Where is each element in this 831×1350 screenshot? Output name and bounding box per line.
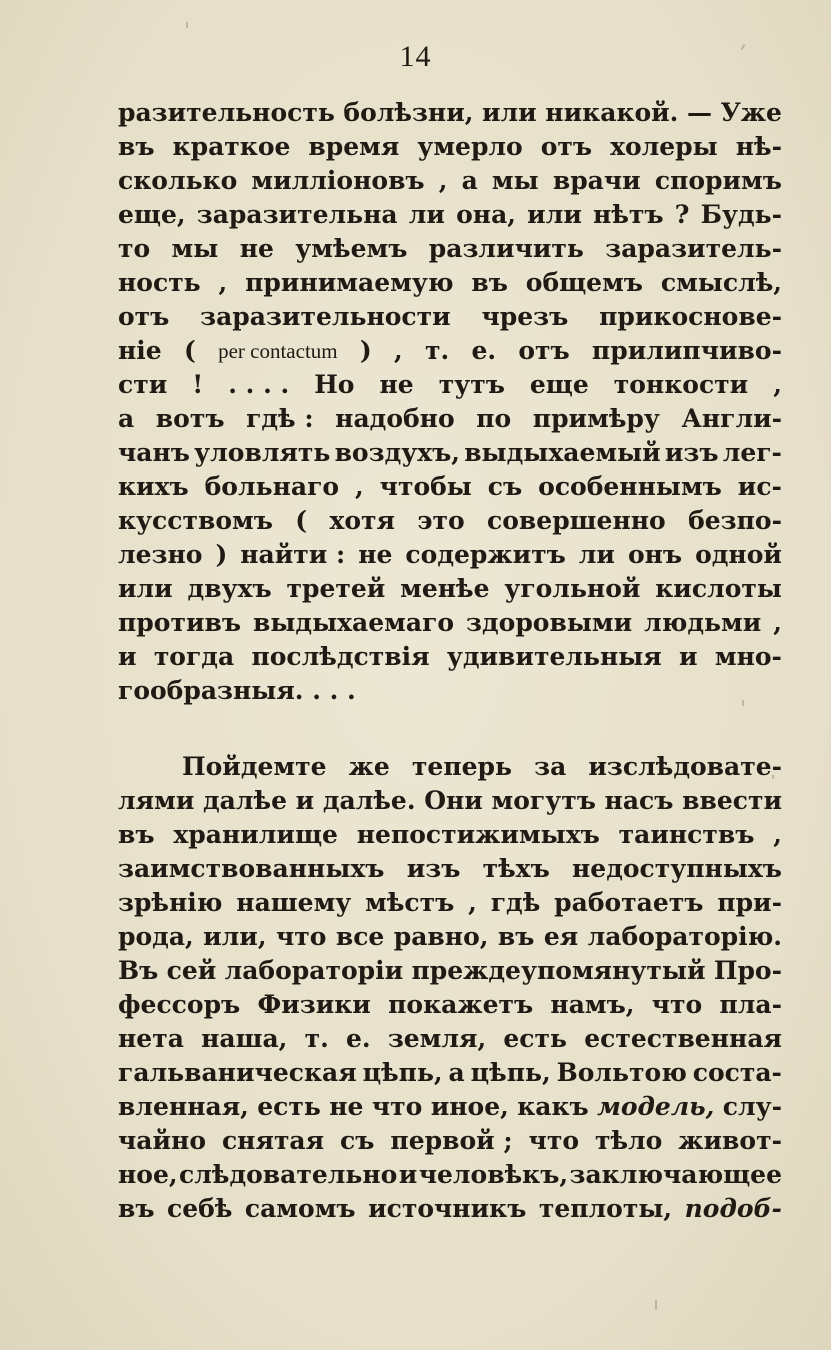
word: или — [527, 200, 582, 229]
word: прилипчиво- — [591, 336, 782, 365]
paper-speck — [186, 22, 188, 28]
word: хотя — [329, 506, 395, 535]
word: ! — [192, 370, 204, 399]
word: холеры — [610, 132, 718, 161]
word: кислоты — [655, 574, 782, 603]
word: наша, — [201, 1024, 288, 1053]
word: ли — [578, 540, 615, 569]
word: не — [358, 540, 393, 569]
word: воздухъ, — [334, 438, 461, 467]
word: мно- — [714, 642, 782, 671]
text-line — [118, 674, 782, 708]
word: или — [482, 98, 537, 127]
word: , — [218, 268, 228, 297]
word: снятая — [221, 1126, 325, 1155]
word: гальваническая — [118, 1058, 357, 1087]
text-line — [118, 784, 782, 818]
text-line — [118, 130, 782, 164]
word: . . . . — [228, 370, 290, 399]
word: что — [528, 1126, 580, 1155]
word: лабораторію. — [587, 922, 782, 951]
word: пла- — [719, 990, 782, 1019]
word: лезно — [118, 540, 203, 569]
text-line — [118, 538, 782, 572]
word: здоровыми — [466, 608, 633, 637]
word: Вольтою — [556, 1058, 687, 1087]
word: лег- — [722, 438, 782, 467]
word: заразительна — [196, 200, 398, 229]
word: лабораторіи — [224, 956, 404, 985]
text-line — [118, 1090, 782, 1124]
word: двухъ — [187, 574, 272, 603]
word: не — [239, 234, 274, 263]
word: краткое — [172, 132, 291, 161]
word: хранилище — [173, 820, 338, 849]
word: уловлять — [194, 438, 331, 467]
word: же — [348, 752, 390, 781]
text-line — [118, 886, 782, 920]
word: изъ — [664, 438, 719, 467]
word: нѣтъ — [593, 200, 664, 229]
word: слѣдовательно — [179, 1160, 398, 1189]
word: или, — [203, 922, 267, 951]
word: нашему — [236, 888, 352, 917]
word: первой ; — [390, 1126, 513, 1155]
text-line — [118, 300, 782, 334]
word: ніе — [118, 336, 162, 365]
text-line — [118, 572, 782, 606]
word: тутъ — [438, 370, 505, 399]
word: менѣе — [400, 574, 490, 603]
word: а — [461, 166, 478, 195]
word: естественная — [584, 1024, 782, 1053]
word: Пойдемте — [182, 752, 327, 781]
word: умѣемъ — [295, 234, 408, 263]
word: кихъ — [118, 472, 189, 501]
word: лями — [118, 786, 195, 815]
word: тѣло — [594, 1126, 663, 1155]
word: работаетъ — [554, 888, 704, 917]
word: тѣхъ — [482, 854, 550, 883]
text-line — [118, 1158, 782, 1192]
word: заимствованныхъ — [118, 854, 385, 883]
text-line — [118, 266, 782, 300]
word: примѣру — [532, 404, 660, 433]
word: per contactum — [218, 339, 338, 363]
text-line — [118, 198, 782, 232]
word: чтобы — [379, 472, 472, 501]
word: тонкости — [613, 370, 749, 399]
word: заразитель- — [605, 234, 782, 263]
word: совершенно — [487, 506, 666, 535]
text-line — [118, 954, 782, 988]
text-line — [118, 1022, 782, 1056]
word: есть — [503, 1024, 567, 1053]
paragraph-gap — [118, 708, 782, 750]
word: е. — [471, 336, 497, 365]
word: гообразныя. . . . — [118, 676, 356, 705]
body-text — [118, 96, 782, 1226]
text-line — [118, 1192, 782, 1226]
word: удивительныя — [446, 642, 662, 671]
word: гдѣ — [490, 888, 541, 917]
word: себѣ — [167, 1194, 233, 1223]
word: намъ, — [550, 990, 635, 1019]
word: не — [329, 1092, 364, 1121]
word: все — [335, 922, 385, 951]
text-line — [118, 436, 782, 470]
word: умерло — [417, 132, 523, 161]
text-line — [118, 1056, 782, 1090]
word: третей — [286, 574, 386, 603]
word: рода, — [118, 922, 194, 951]
word: противъ — [118, 608, 242, 637]
word: чанъ — [118, 438, 190, 467]
word: что — [651, 990, 703, 1019]
word: разительность — [118, 98, 335, 127]
word: принимаемую — [245, 268, 454, 297]
word: самомъ — [244, 1194, 356, 1223]
word: теплоты, — [538, 1194, 673, 1223]
word: въ — [497, 922, 535, 951]
word: т. — [424, 336, 450, 365]
word: преждеупомянутый — [411, 956, 706, 985]
word: что — [275, 922, 327, 951]
text-line — [118, 368, 782, 402]
word: съ — [340, 1126, 375, 1155]
text-line — [118, 988, 782, 1022]
text-line — [118, 852, 782, 886]
word: и — [679, 642, 698, 671]
word: особеннымъ — [538, 472, 722, 501]
word: Въ — [118, 956, 159, 985]
word: выдыхаемый — [464, 438, 661, 467]
word: найти : — [240, 540, 346, 569]
word: недоступныхъ — [571, 854, 782, 883]
word: нѣ- — [735, 132, 782, 161]
text-line — [118, 402, 782, 436]
word: Уже — [720, 98, 782, 127]
word: по — [476, 404, 512, 433]
word: въ — [471, 268, 508, 297]
text-line — [118, 470, 782, 504]
word: мѣстъ — [365, 888, 455, 917]
word: далѣе — [203, 786, 287, 815]
word: сти — [118, 370, 168, 399]
word: одной — [695, 540, 782, 569]
word: иное, — [430, 1092, 509, 1121]
word: , — [773, 370, 782, 399]
word: а — [448, 1058, 465, 1087]
word: и — [118, 642, 137, 671]
word: въ — [118, 132, 155, 161]
word: вленная, — [118, 1092, 249, 1121]
word: слу- — [722, 1092, 782, 1121]
word: есть — [257, 1092, 321, 1121]
word: мы — [491, 166, 539, 195]
word: больнаго — [204, 472, 340, 501]
word: равно, — [393, 922, 489, 951]
word: ( — [295, 506, 308, 535]
word: она, — [456, 200, 516, 229]
word: гдѣ : — [246, 404, 314, 433]
word: при- — [717, 888, 782, 917]
word: ность — [118, 268, 201, 297]
word: Они — [424, 786, 483, 815]
word: подоб- — [684, 1194, 782, 1223]
word: сей — [166, 956, 217, 985]
page-number: 14 — [399, 40, 432, 73]
word: зрѣнію — [118, 888, 223, 917]
word: тогда — [153, 642, 235, 671]
word: — — [686, 98, 712, 127]
word: ( — [183, 336, 196, 365]
word: и — [398, 1160, 418, 1189]
word: чрезъ — [481, 302, 569, 331]
word: нета — [118, 1024, 184, 1053]
paper-speck — [655, 1300, 657, 1310]
text-line — [118, 334, 782, 368]
word: заключающее — [569, 1160, 782, 1189]
word: содержитъ — [405, 540, 566, 569]
word: земля, — [387, 1024, 487, 1053]
word: отъ — [118, 302, 170, 331]
word: , — [438, 166, 448, 195]
word: , — [773, 820, 782, 849]
word: еще, — [118, 200, 186, 229]
word: вотъ — [155, 404, 225, 433]
word: въ — [118, 820, 155, 849]
word: безпо- — [688, 506, 782, 535]
word: то — [118, 234, 151, 263]
paper-speck — [772, 775, 774, 779]
word: ввести — [682, 786, 782, 815]
word: далѣе. — [322, 786, 416, 815]
word: съ — [487, 472, 523, 501]
word: заразительности — [200, 302, 451, 331]
word: могутъ — [491, 786, 596, 815]
word: за — [534, 752, 567, 781]
word: онъ — [627, 540, 683, 569]
word: Про- — [713, 956, 782, 985]
word: въ — [118, 1194, 155, 1223]
word: ) — [215, 540, 228, 569]
word: отъ — [540, 132, 593, 161]
word: что — [371, 1092, 423, 1121]
word: выдыхаемаго — [253, 608, 455, 637]
word: непостижимыхъ — [356, 820, 600, 849]
text-line — [118, 750, 782, 784]
word: живот- — [678, 1126, 782, 1155]
text-line — [118, 96, 782, 130]
word: сколько — [118, 166, 238, 195]
word: Но — [314, 370, 355, 399]
word: цѣпь, — [470, 1058, 551, 1087]
word: милліоновъ — [251, 166, 425, 195]
word: источникъ — [368, 1194, 527, 1223]
word: болѣзни, — [343, 98, 474, 127]
word: споримъ — [654, 166, 782, 195]
text-line — [118, 640, 782, 674]
word: Физики — [257, 990, 371, 1019]
word: ис- — [737, 472, 782, 501]
word: насъ — [604, 786, 674, 815]
word: никакой. — [545, 98, 679, 127]
word: соста- — [692, 1058, 782, 1087]
text-line — [118, 232, 782, 266]
word: ? — [674, 200, 690, 229]
word: прикоснове- — [599, 302, 782, 331]
word: теперь — [411, 752, 512, 781]
word: покажетъ — [388, 990, 534, 1019]
word: человѣкъ, — [418, 1160, 569, 1189]
word: Будь- — [700, 200, 782, 229]
word: Англи- — [681, 404, 782, 433]
text-line — [118, 1124, 782, 1158]
word: какъ — [517, 1092, 589, 1121]
word: послѣдствія — [251, 642, 430, 671]
word: фессоръ — [118, 990, 241, 1019]
word: кусствомъ — [118, 506, 273, 535]
word: , — [468, 888, 477, 917]
paper-speck — [742, 700, 744, 706]
word: не — [379, 370, 414, 399]
word: е. — [346, 1024, 371, 1053]
word: смыслѣ, — [660, 268, 782, 297]
word: надобно — [335, 404, 455, 433]
word: , — [773, 608, 782, 637]
word: чайно — [118, 1126, 207, 1155]
word: модель, — [597, 1092, 715, 1121]
word: мы — [171, 234, 219, 263]
word: , — [393, 336, 403, 365]
word: различить — [428, 234, 584, 263]
word: время — [308, 132, 400, 161]
word: ея — [543, 922, 579, 951]
word: угольной — [504, 574, 641, 603]
word: это — [417, 506, 465, 535]
word: или — [118, 574, 173, 603]
word: ли — [408, 200, 445, 229]
text-line — [118, 606, 782, 640]
text-line — [118, 920, 782, 954]
word: изслѣдовате- — [588, 752, 782, 781]
word: отъ — [518, 336, 570, 365]
word: и — [295, 786, 315, 815]
word: еще — [529, 370, 589, 399]
word: врачи — [552, 166, 641, 195]
word: ное, — [118, 1160, 178, 1189]
text-line — [118, 504, 782, 538]
word: таинствъ — [618, 820, 755, 849]
word: общемъ — [525, 268, 643, 297]
text-line — [118, 164, 782, 198]
word: людьми — [644, 608, 762, 637]
word: а — [118, 404, 135, 433]
word: , — [355, 472, 364, 501]
word: цѣпь, — [362, 1058, 443, 1087]
word: т. — [304, 1024, 329, 1053]
text-line — [118, 818, 782, 852]
word: изъ — [406, 854, 461, 883]
word: ) — [359, 336, 372, 365]
